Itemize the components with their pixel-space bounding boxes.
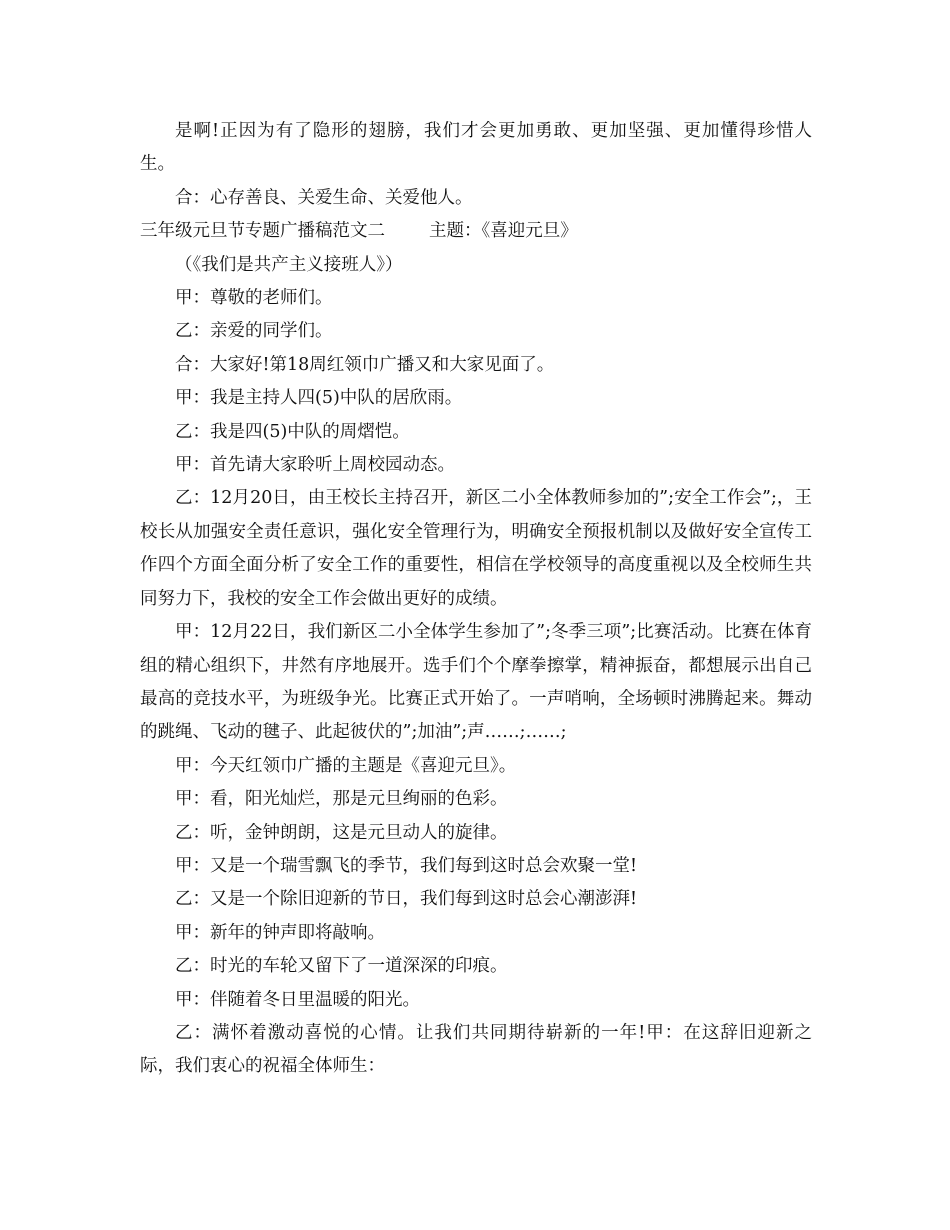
dialogue-line: 甲：又是一个瑞雪飘飞的季节，我们每到这时总会欢聚一堂! [175, 855, 638, 876]
dialogue-line: 合：大家好!第18周红领巾广播又和大家见面了。 [175, 354, 555, 375]
section-heading [140, 215, 812, 248]
dialogue-line: 乙：时光的车轮又留下了一道深深的印痕。 [175, 956, 508, 977]
dialogue-line: 甲：首先请大家聆听上周校园动态。 [175, 455, 455, 476]
dialogue-line: 乙：听，金钟朗朗，这是元旦动人的旋律。 [175, 822, 508, 843]
dialogue-line: 乙：满怀着激动喜悦的心情。让我们共同期待崭新的一年!甲：在这辞旧迎新之际，我们衷心的祝福全体师生： [140, 1022, 812, 1077]
dialogue-line: 甲：伴随着冬日里温暖的阳光。 [175, 989, 420, 1010]
dialogue-line: 乙：我是四(5)中队的周熠恺。 [175, 421, 410, 442]
song-note: （《我们是共产主义接班人》） [175, 254, 403, 275]
dialogue-line: 甲：看，阳光灿烂，那是元旦绚丽的色彩。 [175, 789, 508, 810]
paragraph-wings: 是啊!正因为有了隐形的翅膀，我们才会更加勇敢、更加坚强、更加懂得珍惜人生。 [140, 121, 812, 175]
dialogue-line: 甲：我是主持人四(5)中队的居欣雨。 [175, 388, 463, 409]
dialogue-line: 乙：亲爱的同学们。 [175, 321, 333, 342]
document-body [140, 115, 812, 1084]
dialogue-line: 甲：今天红领巾广播的主题是《喜迎元旦》。 [175, 755, 517, 776]
dialogue-line: 甲：12月22日，我们新区二小全体学生参加了”;冬季三项”;比赛活动。比赛在体育组的精心组织下，井然有序地展开。选手们个个摩拳擦掌，精神振奋，都想展示出自己最高的竞技水平，为班级争光。比赛正式开始了。一声哨响，全场顿时沸腾起来。舞动的跳绳、飞动的毽子、此起彼伏的”;加油”;声……;……; [140, 622, 812, 743]
dialogue-line: 乙：又是一个除旧迎新的节日，我们每到这时总会心潮澎湃! [175, 889, 638, 910]
dialogue-line: 乙：12月20日，由王校长主持召开，新区二小全体教师参加的”;安全工作会”;，王校长从加强安全责任意识，强化安全管理行为，明确安全预报机制以及做好安全宣传工作四个方面全面分析了安全工作的重要性，相信在学校领导的高度重视以及全校师生共同努力下，我校的安全工作会做出更好的成绩。 [140, 488, 812, 609]
dialogue-line: 甲：新年的钟声即将敲响。 [175, 922, 385, 943]
paragraph-together-1: 合：心存善良、关爱生命、关爱他人。 [175, 187, 473, 208]
section-theme: 主题：《喜迎元旦》 [429, 221, 578, 242]
section-title: 三年级元旦节专题广播稿范文二 [140, 221, 385, 242]
dialogue-line: 甲：尊敬的老师们。 [175, 288, 333, 309]
